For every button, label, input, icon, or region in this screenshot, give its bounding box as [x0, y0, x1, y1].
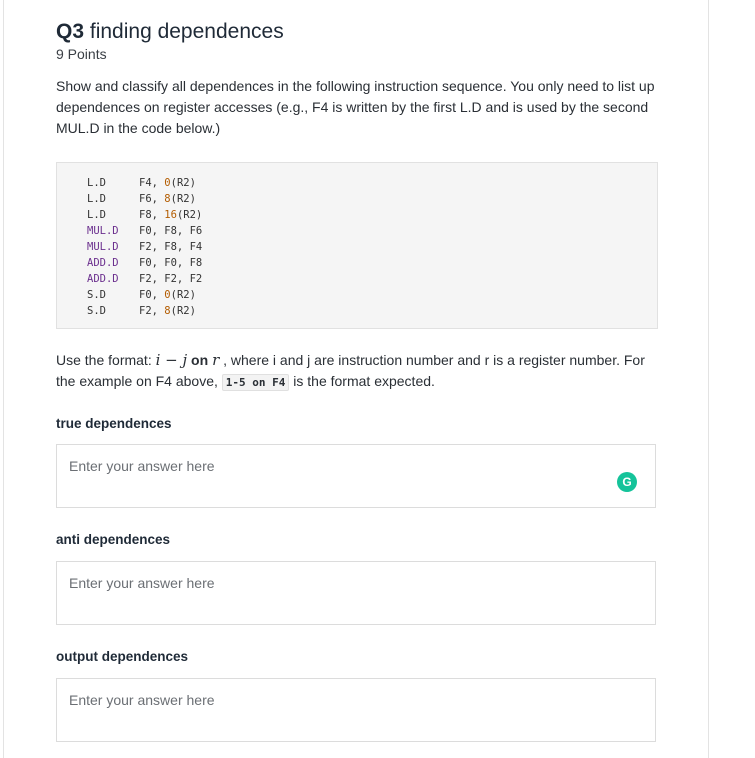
- code-opcode: L.D: [87, 177, 106, 189]
- anti-dependences-input[interactable]: [56, 561, 656, 625]
- code-operands: F6,: [139, 193, 165, 205]
- code-opcode: S.D: [87, 305, 106, 317]
- code-operands: F2,: [139, 305, 165, 317]
- code-offset: 0: [164, 177, 171, 189]
- code-line: [87, 175, 202, 191]
- code-line: [87, 255, 202, 271]
- true-dependences-input[interactable]: [56, 444, 656, 508]
- code-operands: F0, F0, F8: [139, 257, 203, 269]
- instruction-sequence: [87, 175, 202, 319]
- grammarly-icon[interactable]: G: [617, 472, 637, 492]
- format-middle: , where i and j are instruction number and r is a register number. For the example on F4 above,: [56, 352, 645, 389]
- math-j: j: [182, 351, 188, 369]
- math-on: on: [187, 352, 213, 368]
- question-panel: [3, 0, 709, 758]
- code-opcode: MUL.D: [87, 241, 119, 253]
- code-base-register: (R2): [170, 177, 196, 189]
- answer-placeholder: Enter your answer here: [69, 692, 215, 708]
- code-operands: F2, F8, F4: [139, 241, 203, 253]
- question-prompt: Show and classify all dependences in the following instruction sequence. You only need to list up dependences on register accesses (e.g., F4 is written by the first L.D and is used by the second MUL.D in the code below.): [56, 78, 655, 136]
- code-opcode: L.D: [87, 193, 106, 205]
- code-opcode: MUL.D: [87, 225, 119, 237]
- code-opcode: ADD.D: [87, 273, 119, 285]
- code-operands: F8,: [139, 209, 165, 221]
- math-minus: −: [160, 351, 183, 369]
- code-opcode: S.D: [87, 289, 106, 301]
- code-base-register: (R2): [170, 193, 196, 205]
- format-suffix: is the format expected.: [289, 373, 435, 389]
- output-dependences-input[interactable]: [56, 678, 656, 742]
- code-opcode: ADD.D: [87, 257, 119, 269]
- code-line: [87, 303, 202, 319]
- code-base-register: (R2): [170, 289, 196, 301]
- answer-placeholder: Enter your answer here: [69, 458, 215, 474]
- math-r: r: [212, 351, 220, 369]
- code-offset: 8: [164, 305, 171, 317]
- code-line: [87, 271, 202, 287]
- output-dependences-label: output dependences: [56, 649, 189, 664]
- code-operands: F2, F2, F2: [139, 273, 203, 285]
- question-points: 9 Points: [56, 46, 107, 62]
- code-line: [87, 191, 202, 207]
- format-prefix: Use the format:: [56, 352, 156, 368]
- code-opcode: L.D: [87, 209, 106, 221]
- code-line: [87, 287, 202, 303]
- code-offset: 8: [164, 193, 171, 205]
- code-line: [87, 223, 202, 239]
- code-operands: F4,: [139, 177, 165, 189]
- code-offset: 0: [164, 289, 171, 301]
- question-number: Q3: [56, 20, 85, 43]
- code-base-register: (R2): [170, 305, 196, 317]
- code-block: [56, 162, 658, 329]
- answer-placeholder: Enter your answer here: [69, 575, 215, 591]
- code-operands: F0,: [139, 289, 165, 301]
- code-operands: F0, F8, F6: [139, 225, 203, 237]
- question-title-text: finding dependences: [89, 20, 284, 43]
- true-dependences-label: true dependences: [56, 416, 172, 431]
- code-base-register: (R2): [176, 209, 203, 221]
- format-instructions: [56, 350, 660, 393]
- code-offset: 16: [164, 209, 177, 221]
- format-example-code: 1-5 on F4: [222, 374, 290, 391]
- anti-dependences-label: anti dependences: [56, 532, 171, 547]
- question-title: [56, 20, 284, 44]
- math-i: i: [155, 351, 161, 369]
- code-line: [87, 207, 202, 223]
- code-line: [87, 239, 202, 255]
